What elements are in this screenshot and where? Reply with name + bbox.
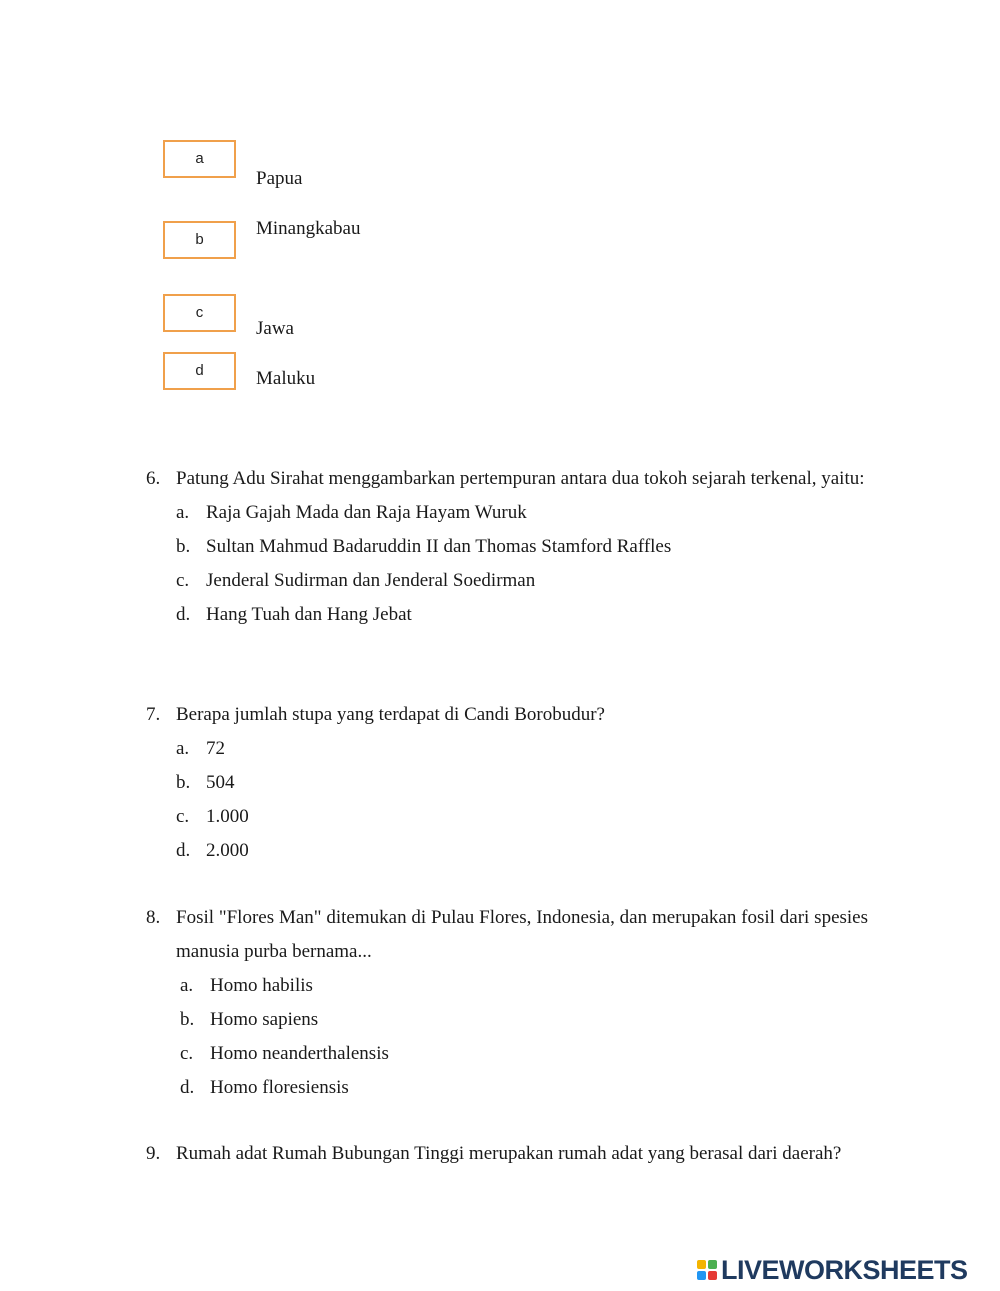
answer-box-c[interactable] [163,294,236,332]
match-item-papua: Papua [256,168,303,189]
option-text: Homo sapiens [210,1009,319,1030]
option-letter: b. [176,536,191,557]
option-a [176,732,868,766]
match-item-jawa: Jawa [256,318,294,339]
question-9 [146,1137,868,1171]
option-text: 2.000 [206,840,249,861]
question-7 [146,698,868,868]
question-6 [146,462,868,632]
logo-mark-icon [697,1260,717,1280]
question-text: Fosil "Flores Man" ditemukan di Pulau Flores, Indonesia, dan merupakan fosil dari spesies manusia purba bernama... [176,907,868,962]
option-letter: b. [176,772,191,793]
option-text: 504 [206,772,235,793]
option-text: 1.000 [206,806,249,827]
answer-box-label: a [195,150,204,167]
answer-box-label: b [195,231,204,248]
option-letter: d. [176,604,191,625]
answer-box-a[interactable] [163,140,236,178]
option-b [176,766,868,800]
option-text: 72 [206,738,225,759]
logo-text: LIVEWORKSHEETS [721,1254,968,1285]
question-8 [146,901,868,1105]
option-c [176,564,868,598]
option-b [180,1003,868,1037]
option-text: Homo habilis [210,975,313,996]
option-letter: a. [180,975,194,996]
match-item-maluku: Maluku [256,368,316,389]
question-number: 8. [146,907,161,928]
question-text: Patung Adu Sirahat menggambarkan pertempuran antara dua tokoh sejarah terkenal, yaitu: [176,468,865,489]
option-letter: b. [180,1009,195,1030]
question-number: 9. [146,1143,161,1164]
option-text: Homo neanderthalensis [210,1043,389,1064]
answer-box-b[interactable] [163,221,236,259]
option-c [180,1037,868,1071]
logo-square-icon [697,1260,706,1269]
question-number: 6. [146,468,161,489]
answer-box-label: d [195,362,204,379]
option-d [176,598,868,632]
option-d [180,1071,868,1105]
option-a [180,969,868,1003]
liveworksheets-logo [697,1254,968,1286]
answer-box-d[interactable] [163,352,236,390]
option-letter: d. [176,840,191,861]
question-number: 7. [146,704,161,725]
logo-square-icon [708,1271,717,1280]
match-item-minangkabau: Minangkabau [256,218,361,239]
option-text: Hang Tuah dan Hang Jebat [206,604,412,625]
option-letter: a. [176,738,190,759]
option-c [176,800,868,834]
option-letter: d. [180,1077,195,1098]
option-letter: c. [176,570,190,591]
option-letter: c. [180,1043,194,1064]
option-d [176,834,868,868]
option-letter: a. [176,502,190,523]
logo-square-icon [708,1260,717,1269]
option-text: Raja Gajah Mada dan Raja Hayam Wuruk [206,502,527,523]
logo-square-icon [697,1271,706,1280]
option-a [176,496,868,530]
option-text: Homo floresiensis [210,1077,349,1098]
option-b [176,530,868,564]
option-text: Jenderal Sudirman dan Jenderal Soedirman [206,570,536,591]
question-text: Rumah adat Rumah Bubungan Tinggi merupakan rumah adat yang berasal dari daerah? [176,1143,842,1164]
question-text: Berapa jumlah stupa yang terdapat di Candi Borobudur? [176,704,605,725]
answer-box-label: c [195,304,204,321]
option-letter: c. [176,806,190,827]
option-text: Sultan Mahmud Badaruddin II dan Thomas Stamford Raffles [206,536,672,557]
